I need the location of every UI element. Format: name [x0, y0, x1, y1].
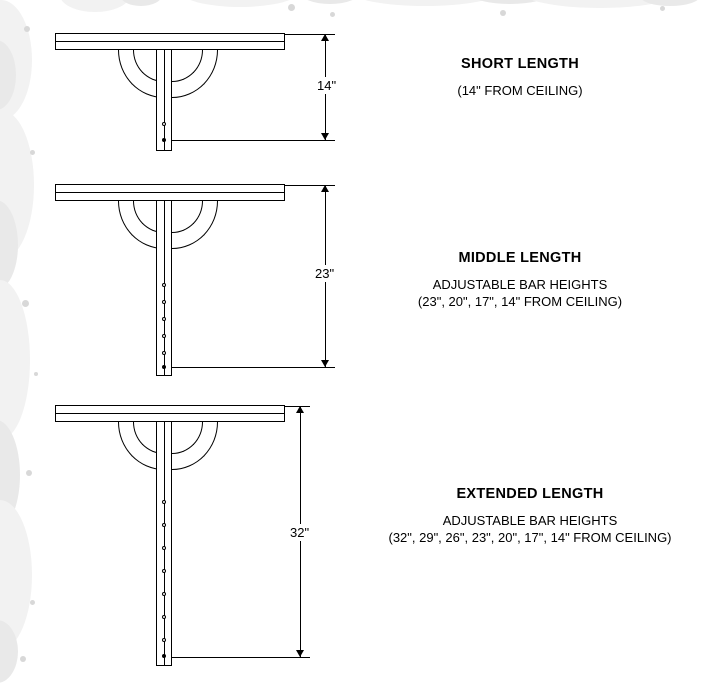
- bar-plank-middle: [55, 184, 285, 201]
- adjust-hole: [162, 638, 166, 642]
- adjust-hole: [162, 300, 166, 304]
- caption-title-short: SHORT LENGTH: [461, 56, 579, 72]
- dim-label-middle: 23": [315, 266, 335, 281]
- caption-title-middle: MIDDLE LENGTH: [458, 250, 582, 266]
- adjust-hole: [162, 283, 166, 287]
- dim-arrow-up-extended: [296, 406, 304, 413]
- dim-ext-bottom-middle: [172, 367, 335, 368]
- dim-arrow-up-middle: [321, 185, 329, 192]
- caption-sub-middle-1: (23", 20", 17", 14" FROM CEILING): [417, 294, 623, 309]
- post-centerline-short: [164, 50, 165, 151]
- dim-arrow-up-short: [321, 34, 329, 41]
- adjust-hole: [162, 615, 166, 619]
- dim-arrow-down-extended: [296, 650, 304, 657]
- bar-plank-short: [55, 33, 285, 50]
- adjust-hole: [162, 317, 166, 321]
- caption-extended-length: [370, 486, 690, 546]
- dim-label-short: 14": [317, 78, 337, 93]
- dim-ext-bottom-short: [172, 140, 335, 141]
- dim-arrow-down-short: [321, 133, 329, 140]
- adjust-hole: [162, 500, 166, 504]
- dim-ext-bottom-extended: [172, 657, 310, 658]
- adjust-hole: [162, 569, 166, 573]
- post-centerline-extended: [164, 422, 165, 666]
- adjust-hole: [162, 138, 166, 142]
- adjust-hole: [162, 351, 166, 355]
- caption-short-length: [370, 56, 670, 99]
- caption-sub-short-0: (14" FROM CEILING): [457, 83, 583, 98]
- dim-label-extended: 32": [290, 525, 310, 540]
- caption-title-extended: EXTENDED LENGTH: [456, 486, 604, 502]
- caption-sub-extended-0: ADJUSTABLE BAR HEIGHTS: [442, 513, 618, 528]
- caption-middle-length: [370, 250, 670, 310]
- adjust-hole: [162, 654, 166, 658]
- adjust-hole: [162, 546, 166, 550]
- caption-sub-middle-0: ADJUSTABLE BAR HEIGHTS: [432, 277, 608, 292]
- adjust-hole: [162, 365, 166, 369]
- caption-sub-extended-1: (32", 29", 26", 23", 20", 17", 14" FROM CEILING): [388, 530, 672, 545]
- bar-plank-extended: [55, 405, 285, 422]
- adjust-hole: [162, 334, 166, 338]
- adjust-hole: [162, 592, 166, 596]
- adjust-hole: [162, 122, 166, 126]
- post-centerline-middle: [164, 201, 165, 376]
- adjust-hole: [162, 523, 166, 527]
- dim-arrow-down-middle: [321, 360, 329, 367]
